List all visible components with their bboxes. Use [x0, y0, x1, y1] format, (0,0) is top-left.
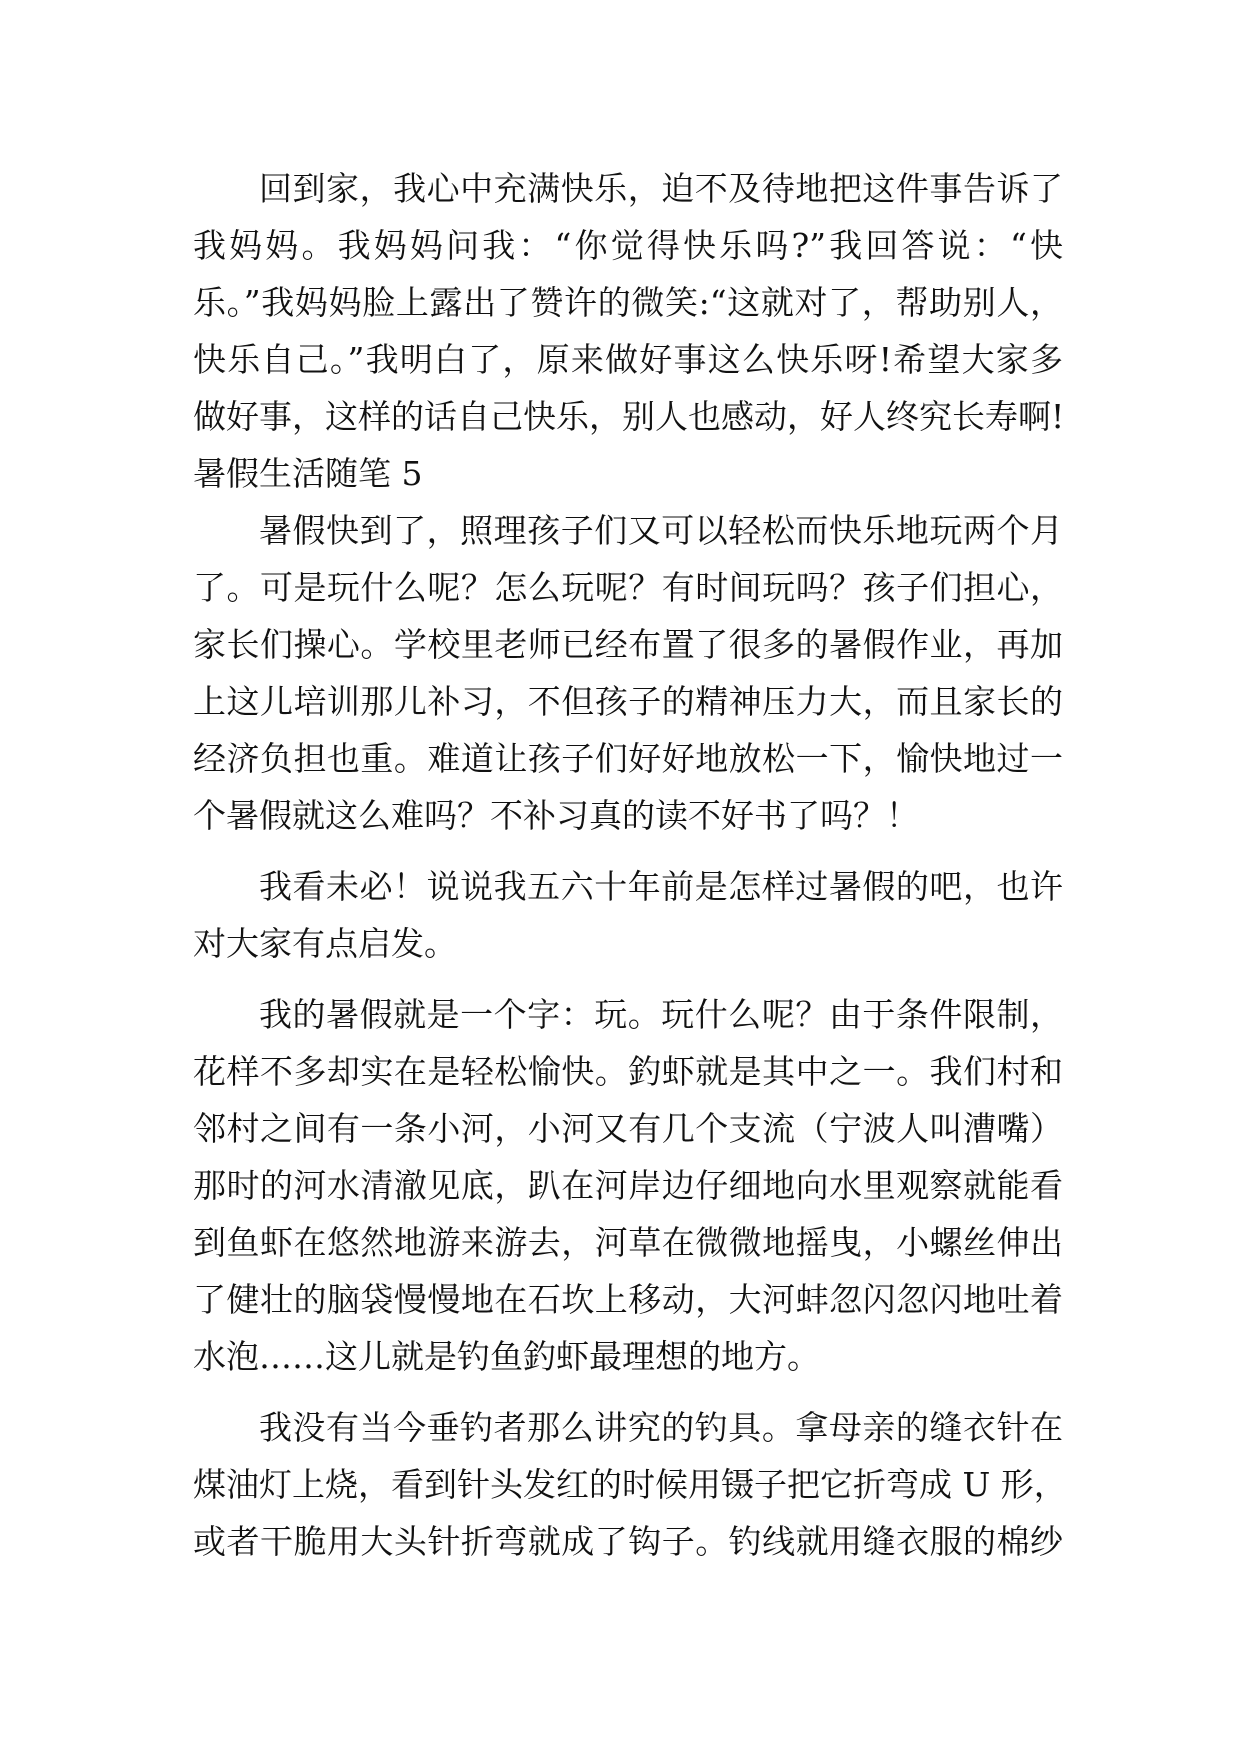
text-line: 我的暑假就是一个字：玩。玩什么呢？由于条件限制， [259, 995, 1063, 1034]
text-line: 经济负担也重。难道让孩子们好好地放松一下，愉快地过一 [193, 739, 1063, 778]
section-heading [193, 445, 1063, 502]
text-line: 我妈妈。我妈妈问我：“你觉得快乐吗?”我回答说：“快 [193, 226, 1063, 265]
text-line: 乐。”我妈妈脸上露出了赞许的微笑:“这就对了，帮助别人， [193, 283, 1063, 322]
text-line: 那时的河水清澈见底，趴在河岸边仔细地向水里观察就能看 [193, 1166, 1063, 1205]
text-line: 快乐自己。”我明白了，原来做好事这么快乐呀!希望大家多 [193, 340, 1063, 379]
text-line: 水泡……这儿就是钓鱼釣虾最理想的地方。 [193, 1337, 820, 1376]
text-line: 邻村之间有一条小河，小河又有几个支流（宁波人叫漕嘴） [193, 1109, 1063, 1148]
text-line: 家长们操心。学校里老师已经布置了很多的暑假作业，再加 [193, 625, 1063, 664]
text-line: 或者干脆用大头针折弯就成了钩子。钓线就用缝衣服的棉纱 [193, 1522, 1063, 1561]
document-body [193, 160, 1067, 1570]
text-line: 了健壮的脑袋慢慢地在石坎上移动，大河蚌忽闪忽闪地吐着 [193, 1280, 1063, 1319]
text-line: 做好事，这样的话自己快乐，别人也感动，好人终究长寿啊! [193, 397, 1065, 436]
text-line: 到鱼虾在悠然地游来游去，河草在微微地摇曳，小螺丝伸出 [193, 1223, 1063, 1262]
text-line: 我没有当今垂钓者那么讲究的钓具。拿母亲的缝衣针在 [259, 1408, 1063, 1447]
paragraph-4 [193, 986, 1063, 1385]
paragraph-3 [193, 858, 1063, 972]
text-line: 煤油灯上烧，看到针头发红的时候用镊子把它折弯成 U 形， [193, 1465, 1067, 1504]
heading-text: 暑假生活随笔 5 [193, 454, 423, 493]
paragraph-1 [193, 160, 1063, 445]
text-line: 个暑假就这么难吗？不补习真的读不好书了吗？！ [193, 796, 919, 835]
paragraph-5 [193, 1399, 1067, 1570]
text-line: 回到家，我心中充满快乐，迫不及待地把这件事告诉了 [259, 169, 1063, 208]
text-line: 了。可是玩什么呢？怎么玩呢？有时间玩吗？孩子们担心， [193, 568, 1063, 607]
text-line: 对大家有点启发。 [193, 924, 457, 963]
paragraph-2 [193, 502, 1063, 844]
text-line: 我看未必！说说我五六十年前是怎样过暑假的吧，也许 [259, 867, 1063, 906]
text-line: 上这儿培训那儿补习，不但孩子的精神压力大，而且家长的 [193, 682, 1063, 721]
text-line: 花样不多却实在是轻松愉快。釣虾就是其中之一。我们村和 [193, 1052, 1063, 1091]
text-line: 暑假快到了，照理孩子们又可以轻松而快乐地玩两个月 [259, 511, 1063, 550]
